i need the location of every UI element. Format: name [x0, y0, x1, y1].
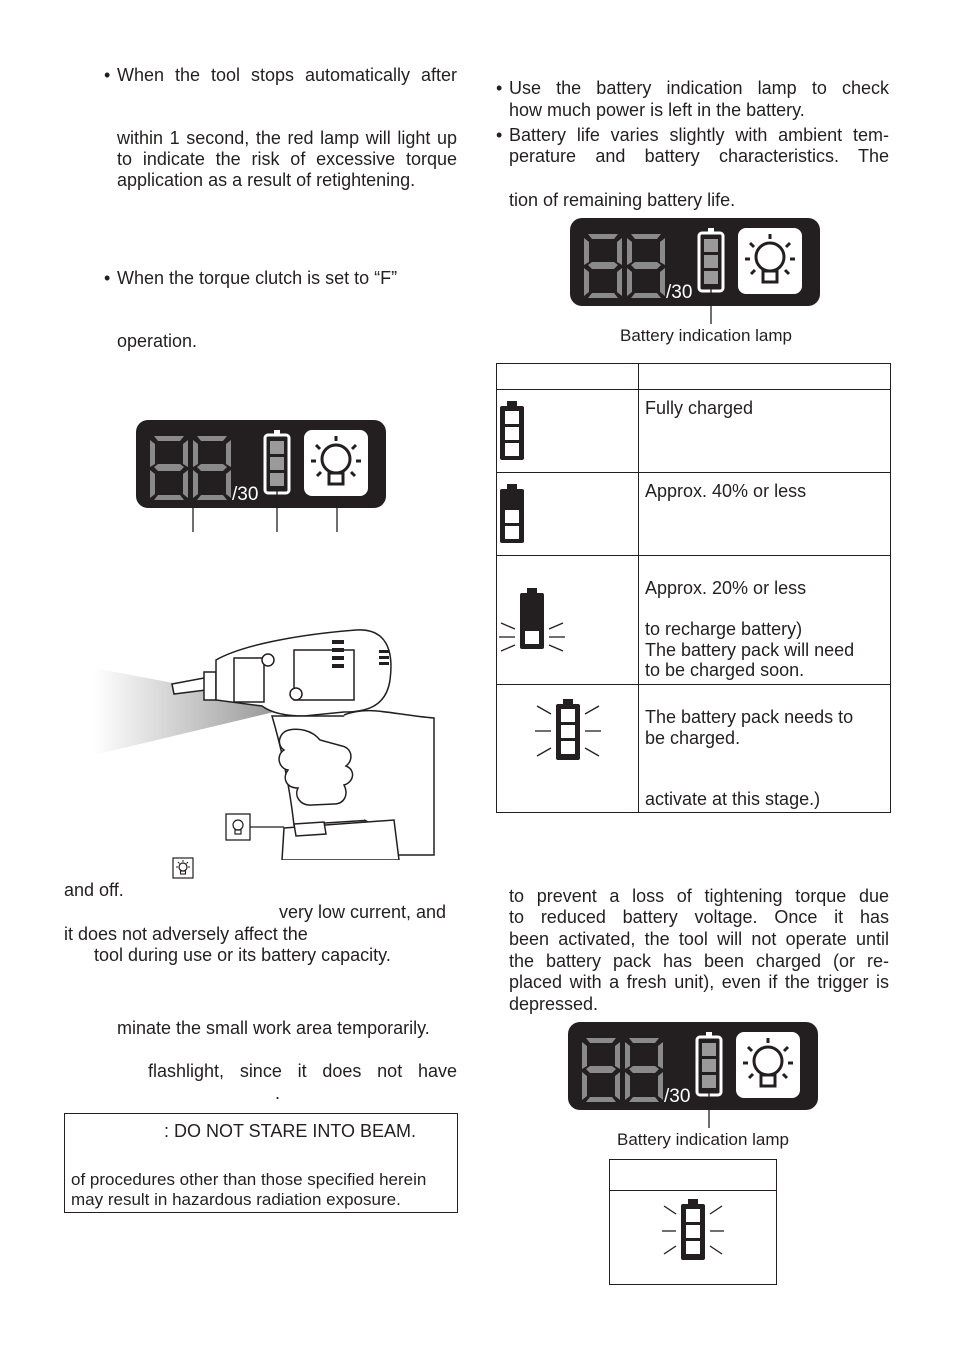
light-text-1: and off. — [64, 880, 124, 900]
protection-text-4: the battery pack has been charged (or re- — [509, 951, 889, 971]
left-bullet1-line3: to indicate the risk of excessive torque — [117, 149, 457, 169]
caution-line2: of procedures other than those specified herein — [71, 1170, 427, 1189]
light-text-6: flashlight, since it does not have — [148, 1061, 457, 1081]
protection-text-6: depressed. — [509, 994, 599, 1014]
battery-one-bar-blinking-icon — [497, 587, 567, 653]
light-bulb-icon — [736, 1032, 800, 1098]
battery-empty-blinking-icon — [533, 698, 603, 764]
light-bulb-icon — [304, 430, 368, 496]
status-text: Approx. 20% or less to recharge battery) The battery pack will need to be charged soon. — [645, 578, 855, 680]
protection-text-2: to reduced battery voltage. Once it has — [509, 907, 889, 927]
light-button-icon — [172, 857, 194, 879]
right-bullet1-line2: how much power is left in the battery. — [509, 100, 805, 120]
light-switch-icon — [226, 814, 284, 840]
table-row — [497, 390, 891, 473]
status-text: Approx. 40% or less — [645, 481, 807, 501]
protection-text-1: to prevent a loss of tightening torque due — [509, 886, 889, 906]
display-panel-1 — [136, 420, 388, 532]
left-bullet1-line2: within 1 second, the red lamp will light up — [117, 128, 457, 148]
protection-text-5: placed with a fresh unit), even if the trigger is — [509, 972, 889, 992]
light-text-7: . — [275, 1083, 281, 1103]
battery-status-table — [496, 363, 891, 813]
table-row — [497, 556, 891, 685]
light-text-5: minate the small work area temporarily. — [117, 1018, 430, 1038]
battery-lamp-caption-2: Battery indication lamp — [617, 1130, 789, 1149]
display-panel-3 — [568, 1022, 820, 1128]
display-panel-2 — [570, 218, 822, 324]
right-bullet2-line1: • Battery life varies slightly with ambient tem- — [509, 125, 889, 147]
light-text-4: tool during use or its battery capacity. — [94, 945, 391, 965]
left-bullet1-line1: • When the tool stops automatically after — [117, 65, 457, 87]
light-bulb-icon — [738, 228, 802, 294]
light-text-3: it does not adversely affect the — [64, 924, 308, 944]
right-bullet1-line1: • Use the battery indication lamp to check — [509, 78, 889, 100]
left-bullet1-line4: application as a result of retightening. — [117, 170, 416, 190]
right-bullet2-line3: tion of remaining battery life. — [509, 190, 736, 210]
counter-suffix: /30 — [664, 1086, 691, 1107]
battery-full-icon — [497, 400, 527, 462]
protection-table — [609, 1159, 777, 1285]
table-row — [497, 473, 891, 556]
caution-line3: may result in hazardous radiation exposure. — [71, 1190, 401, 1209]
battery-two-bars-icon — [497, 483, 527, 545]
protection-text-3: been activated, the tool will not operate until — [509, 929, 889, 949]
caution-box — [64, 1113, 458, 1213]
table-row — [497, 685, 891, 813]
status-text: The battery pack needs to be charged. activate at this stage.) — [645, 707, 854, 809]
caution-line1: : DO NOT STARE INTO BEAM. — [164, 1121, 417, 1141]
status-text: Fully charged — [645, 398, 754, 418]
battery-blinking-icon — [658, 1198, 728, 1260]
counter-suffix: /30 — [666, 282, 693, 303]
table-header-row — [497, 364, 891, 390]
battery-lamp-caption-1: Battery indication lamp — [620, 326, 792, 345]
right-bullet2-line2: perature and battery characteristics. The — [509, 146, 889, 166]
counter-suffix: /30 — [232, 484, 259, 505]
tool-illustration — [94, 620, 439, 860]
light-text-2: very low current, and — [279, 902, 447, 922]
left-bullet2-line2: operation. — [117, 331, 198, 351]
left-bullet2-line1: • When the torque clutch is set to “F” — [117, 268, 457, 290]
